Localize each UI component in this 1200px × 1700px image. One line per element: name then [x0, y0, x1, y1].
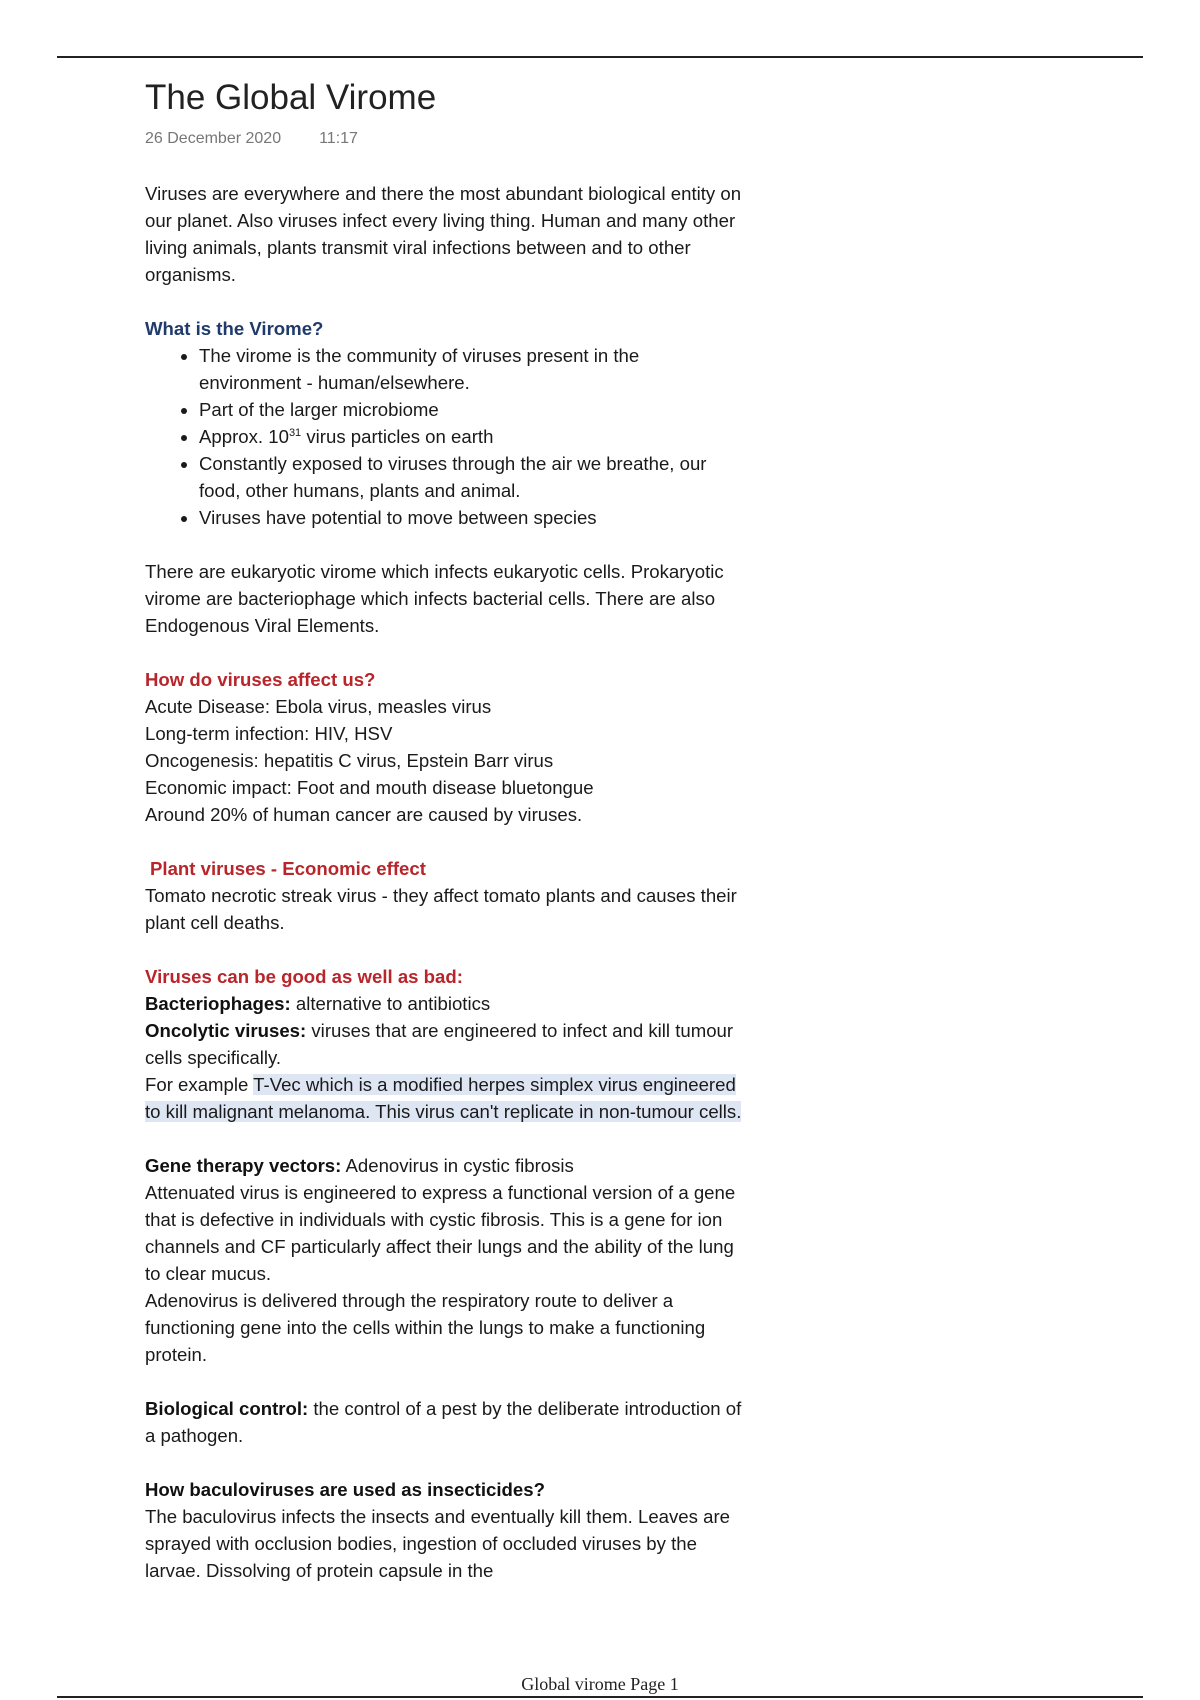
- approx-suffix: virus particles on earth: [301, 426, 494, 447]
- gene-term-text: Adenovirus in cystic fibrosis: [341, 1155, 574, 1176]
- example-prefix: For example: [145, 1074, 254, 1095]
- affect-section: [145, 666, 745, 828]
- example-paragraph: [145, 1071, 745, 1125]
- bio-paragraph: [145, 1395, 745, 1449]
- affect-line: Oncogenesis: hepatitis C virus, Epstein Barr virus: [145, 750, 554, 771]
- highlighted-text[interactable]: T-Vec which is a modified herpes simplex virus engineered to kill malignant melanoma. This virus can't replicate in non-tumour cells.: [145, 1074, 742, 1122]
- good-heading: Viruses can be good as well as bad:: [145, 966, 463, 987]
- list-item: • The virome is the community of viruses present in the environment - human/elsewhere.: [199, 342, 745, 396]
- plant-section: [145, 855, 745, 936]
- approx-prefix: Approx. 10: [199, 426, 289, 447]
- baculo-section: [145, 1476, 745, 1584]
- baculo-paragraph: The baculovirus infects the insects and eventually kill them. Leaves are sprayed with occlusion bodies, ingestion of occluded viruses by the larvae. Dissolving of protein capsule in the: [145, 1506, 730, 1581]
- good-section: [145, 963, 745, 1125]
- intro-paragraph: Viruses are everywhere and there the most abundant biological entity on our planet. Also viruses infect every living thing. Human and many other living animals, plants transmit viral infections between and to other organisms.: [145, 183, 742, 285]
- gene-term-line: [145, 1152, 745, 1179]
- virome-bullet-list: [145, 342, 745, 531]
- plant-paragraph: Tomato necrotic streak virus - they affect tomato plants and causes their plant cell deaths.: [145, 885, 737, 933]
- list-item: • Viruses have potential to move between species: [199, 504, 745, 531]
- affect-heading: How do viruses affect us?: [145, 669, 376, 690]
- bacteriophages-text: alternative to antibiotics: [290, 993, 491, 1014]
- bio-text: the control of a pest by the deliberate introduction of a pathogen.: [145, 1398, 742, 1446]
- virome-heading: What is the Virome?: [145, 318, 324, 339]
- bio-section: [145, 1395, 745, 1449]
- list-item: [199, 423, 745, 450]
- bottom-rule: [57, 1696, 1143, 1698]
- affect-line: Around 20% of human cancer are caused by viruses.: [145, 804, 583, 825]
- oncolytic-term: Oncolytic viruses:: [145, 1020, 307, 1041]
- list-item: • Part of the larger microbiome: [199, 396, 745, 423]
- affect-line: Economic impact: Foot and mouth disease bluetongue: [145, 777, 594, 798]
- baculo-heading: How baculoviruses are used as insecticides?: [145, 1479, 545, 1500]
- gene-paragraph-2: Adenovirus is delivered through the respiratory route to deliver a functioning gene into the cells within the lungs to make a functioning protein.: [145, 1290, 706, 1365]
- list-item: • Constantly exposed to viruses through the air we breathe, our food, other humans, plants and animal.: [199, 450, 745, 504]
- virome-types-paragraph: There are eukaryotic virome which infects eukaryotic cells. Prokaryotic virome are bacteriophage which infects bacterial cells. There are also Endogenous Viral Elements.: [145, 561, 724, 636]
- oncolytic-paragraph: [145, 1017, 745, 1071]
- approx-exponent: 31: [288, 426, 302, 439]
- bio-term: Biological control:: [145, 1398, 309, 1419]
- date-label: 26 December 2020: [145, 130, 282, 147]
- timestamp: [145, 128, 745, 150]
- time-label: 11:17: [319, 130, 358, 147]
- oncolytic-text: viruses that are engineered to infect and kill tumour cells specifically.: [145, 1020, 734, 1068]
- gene-term: Gene therapy vectors:: [145, 1155, 342, 1176]
- page-title: The Global Virome: [145, 78, 437, 117]
- gene-paragraph-1: Attenuated virus is engineered to express a functional version of a gene that is defective in individuals with cystic fibrosis. This is a gene for ion channels and CF particularly affect their lungs and the ability of the lung to clear mucus.: [145, 1182, 736, 1284]
- page-footer: Global virome Page 1: [521, 1674, 679, 1694]
- top-rule: [57, 56, 1143, 58]
- note-page: [145, 76, 745, 1584]
- virome-section: [145, 315, 745, 531]
- affect-line: Acute Disease: Ebola virus, measles virus: [145, 696, 492, 717]
- bacteriophages-line: [145, 990, 745, 1017]
- gene-section: [145, 1152, 745, 1368]
- bacteriophages-term: Bacteriophages:: [145, 993, 291, 1014]
- plant-heading: Plant viruses - Economic effect: [150, 858, 426, 879]
- affect-line: Long-term infection: HIV, HSV: [145, 723, 393, 744]
